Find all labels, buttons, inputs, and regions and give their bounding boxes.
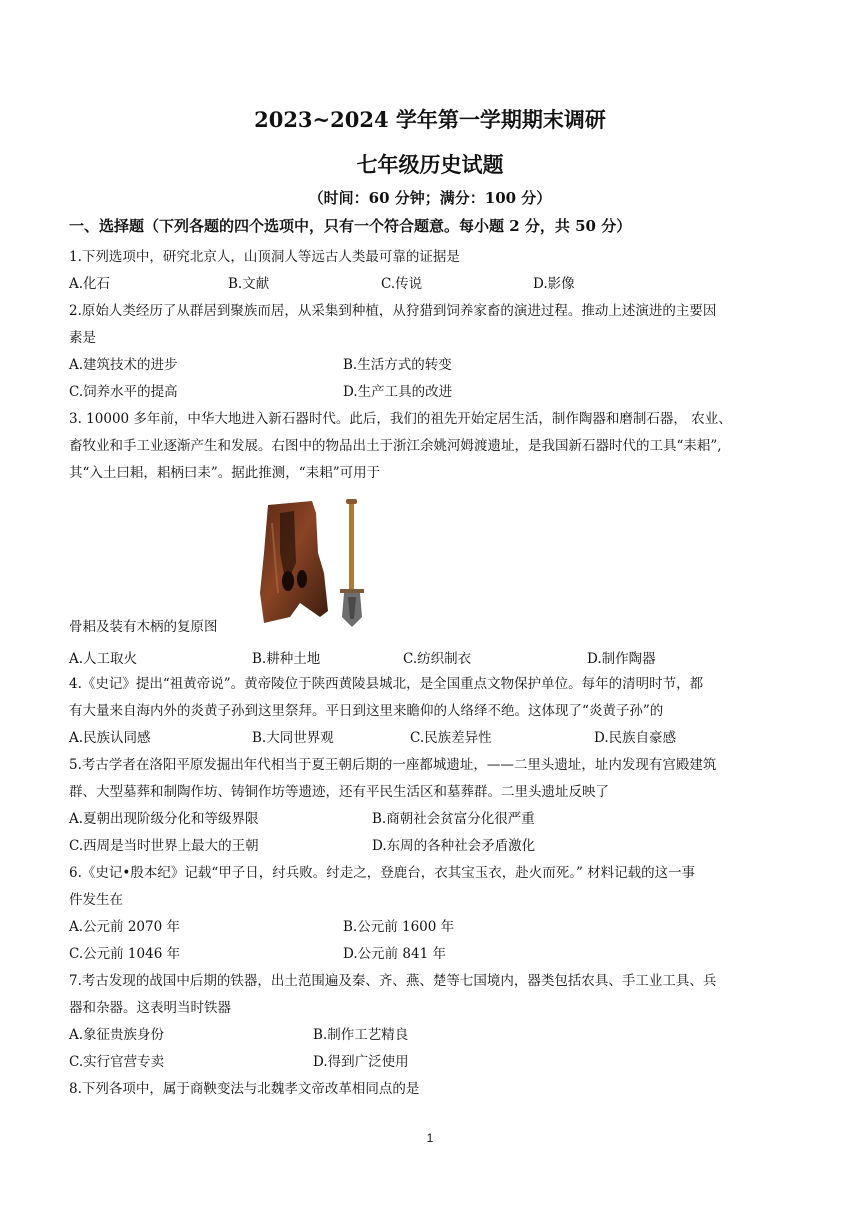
- question-5-stem-cont: 群、大型墓葬和制陶作坊、铸铜作坊等遗迹，还有平民生活区和墓葬群。二里头遗址反映了: [69, 784, 609, 800]
- section-heading: 一、选择题（下列各题的四个选项中，只有一个符合题意。每小题 2 分，共 50 分）: [69, 217, 632, 235]
- q6-option-a: A.公元前 2070 年: [69, 919, 180, 935]
- question-4-stem: 4.《史记》提出“祖黄帝说”。黄帝陵位于陕西黄陵县城北，是全国重点文物保护单位。每年的清明时节，都: [69, 676, 704, 692]
- question-3-stem-cont2: 其“入土曰耜，耜柄曰耒”。据此推测，“耒耜”可用于: [69, 465, 381, 481]
- q5-option-c: C.西周是当时世界上最大的王朝: [69, 838, 259, 854]
- q1-option-d: D.影像: [533, 276, 575, 292]
- question-2-stem: 2.原始人类经历了从群居到聚族而居，从采集到种植，从狩猎到饲养家畜的演进过程。推动上述演进的主要因: [69, 303, 717, 319]
- question-8-stem: 8.下列各项中，属于商鞅变法与北魏孝文帝改革相同点的是: [69, 1081, 420, 1097]
- question-1-stem: 1.下列选项中，研究北京人，山顶洞人等远古人类最可靠的证据是: [69, 249, 460, 265]
- q5-option-d: D.东周的各种社会矛盾激化: [372, 838, 536, 854]
- q1-option-a: A.化石: [69, 276, 111, 292]
- q7-option-b: B.制作工艺精良: [313, 1027, 409, 1043]
- q2-option-a: A.建筑技术的进步: [69, 357, 178, 373]
- q1-option-b: B.文献: [228, 276, 270, 292]
- q7-option-c: C.实行官营专卖: [69, 1054, 165, 1070]
- question-3-stem-cont: 畜牧业和手工业逐渐产生和发展。右图中的物品出土于浙江余姚河姆渡遗址，是我国新石器时代的工具“耒耜”,: [69, 438, 722, 454]
- q5-option-a: A.夏朝出现阶级分化和等级界限: [69, 811, 259, 827]
- q7-option-a: A.象征贵族身份: [69, 1027, 165, 1043]
- q3-option-a: A.人工取火: [69, 651, 138, 667]
- q2-option-d: D.生产工具的改进: [343, 384, 453, 400]
- question-6-stem: 6.《史记•殷本纪》记载“甲子日，纣兵败。纣走之，登鹿台，衣其宝玉衣，赴火而死。” 材料记载的这一事: [69, 865, 696, 881]
- figure-caption: 骨耜及装有木柄的复原图: [69, 619, 218, 635]
- bone-spade-image: [250, 493, 385, 633]
- q5-option-b: B.商朝社会贫富分化很严重: [372, 811, 535, 827]
- q2-option-b: B.生活方式的转变: [343, 357, 452, 373]
- question-3-stem: 3. 10000 多年前，中华大地进入新石器时代。此后，我们的祖先开始定居生活，制作陶器和磨制石器， 农业、: [69, 411, 732, 427]
- question-7-stem-cont: 器和杂器。这表明当时铁器: [69, 1000, 231, 1016]
- q6-option-d: D.公元前 841 年: [343, 946, 446, 962]
- question-7-stem: 7.考古发现的战国中后期的铁器，出土范围遍及秦、齐、燕、楚等七国境内，器类包括农具、手工业工具、兵: [69, 973, 717, 989]
- q6-option-c: C.公元前 1046 年: [69, 946, 181, 962]
- q3-option-b: B.耕种土地: [252, 651, 321, 667]
- exam-meta: （时间：60 分钟；满分：100 分）: [308, 189, 552, 207]
- page-number: 1: [426, 1131, 434, 1145]
- exam-title: 2023~2024 学年第一学期期末调研: [254, 107, 606, 132]
- q7-option-d: D.得到广泛使用: [313, 1054, 409, 1070]
- q1-option-c: C.传说: [381, 276, 423, 292]
- q4-option-b: B.大同世界观: [252, 730, 334, 746]
- question-6-stem-cont: 件发生在: [69, 892, 123, 908]
- q3-option-c: C.纺织制衣: [403, 651, 472, 667]
- question-2-stem-cont: 素是: [69, 330, 96, 346]
- question-4-stem-cont: 有大量来自海内外的炎黄子孙到这里祭拜。平日到这里来瞻仰的人络绎不绝。这体现了“炎黄子孙”的: [69, 703, 664, 719]
- exam-subtitle: 七年级历史试题: [356, 152, 504, 177]
- question-5-stem: 5.考古学者在洛阳平原发掘出年代相当于夏王朝后期的一座都城遗址，——二里头遗址，址内发现有宫殿建筑: [69, 757, 717, 773]
- q3-option-d: D.制作陶器: [587, 651, 656, 667]
- q6-option-b: B.公元前 1600 年: [343, 919, 455, 935]
- q4-option-a: A.民族认同感: [69, 730, 151, 746]
- q2-option-c: C.饲养水平的提高: [69, 384, 178, 400]
- q4-option-d: D.民族自豪感: [594, 730, 677, 746]
- q4-option-c: C.民族差异性: [410, 730, 492, 746]
